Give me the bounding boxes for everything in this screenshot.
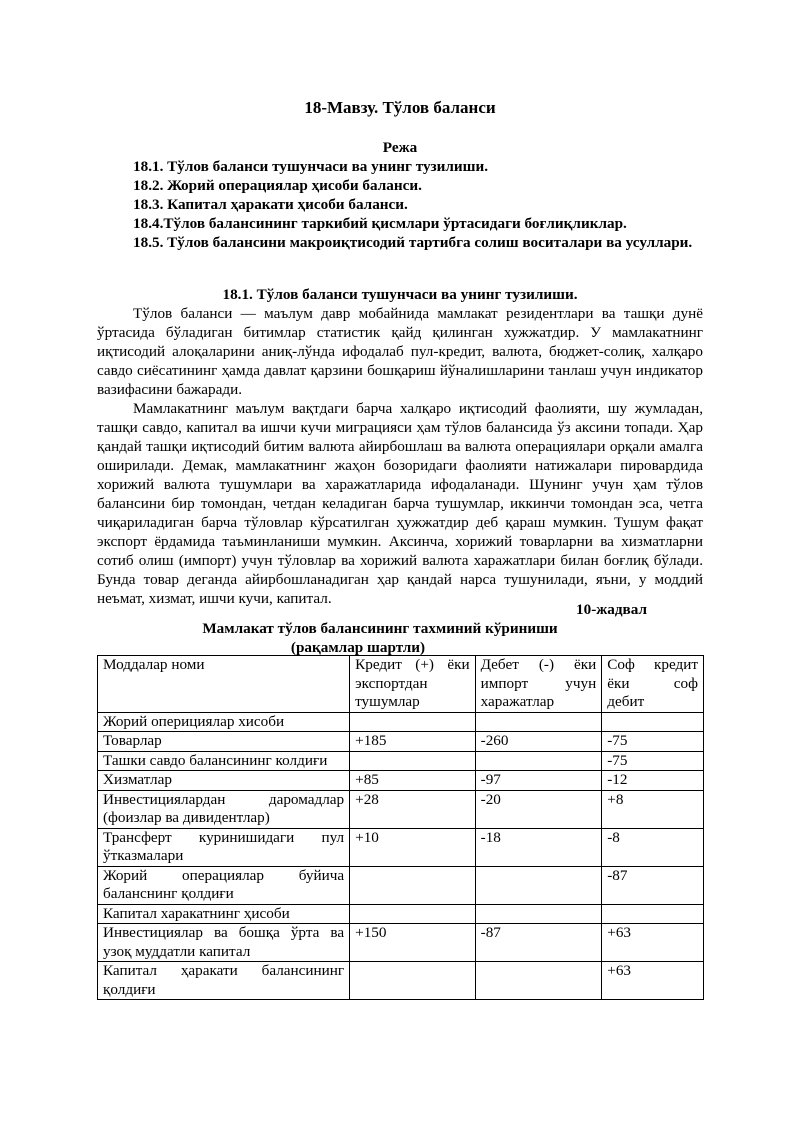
table-row <box>98 732 704 752</box>
table-cell: Капитал ҳаракати балансининг қолдиғи <box>98 962 350 1000</box>
table-cell: Хизматлар <box>98 771 350 791</box>
table-cell: -260 <box>475 732 602 752</box>
table-cell <box>475 712 602 732</box>
header-cell: Дебет (-) ёки импорт учун харажатлар <box>475 656 602 713</box>
table-number: 10-жадвал <box>576 601 647 618</box>
table-row <box>98 904 704 924</box>
table-row <box>98 751 704 771</box>
plan-item: 18.5. Тўлов балансини макроиқтисодий тартибга солиш воситалари ва усуллари. <box>133 234 693 251</box>
table-cell: Жорий операциялар буйича баланснинг қолдиғи <box>98 866 350 904</box>
table-cell: -75 <box>602 751 704 771</box>
table-cell <box>602 712 704 732</box>
table-cell: Трансферт куринишидаги пул ўтказмалари <box>98 828 350 866</box>
table-cell: -12 <box>602 771 704 791</box>
page-title: 18-Мавзу. Тўлов баланси <box>304 98 496 117</box>
table-cell: Жорий оперициялар хисоби <box>98 712 350 732</box>
table-cell: -18 <box>475 828 602 866</box>
table-cell <box>602 904 704 924</box>
table-cell <box>350 712 476 732</box>
plan-item: 18.3. Капитал ҳаракати ҳисоби баланси. <box>133 196 408 213</box>
table-cell: +185 <box>350 732 476 752</box>
header-cell: Соф кредит ёки соф дебит <box>602 656 704 713</box>
section-body <box>97 304 703 608</box>
table-cell <box>475 962 602 1000</box>
table-row <box>98 712 704 732</box>
table-cell: Ташки савдо балансининг колдиғи <box>98 751 350 771</box>
table-cell: +85 <box>350 771 476 791</box>
paragraph: Мамлакатнинг маълум вақтдаги барча халқаро иқтисодий фаолияти, шу жумладан, ташқи савдо, капитал ва ишчи кучи миграцияси ҳам тўлов балансида ўз аксини топади. Ҳар қандай ташқи иқтисодий битим валюта айирбошлаш ва валюта операциялари орқали амалга оширилади. Демак, мамлакатнинг жаҳон бозоридаги фаолияти натижалари пировардида хорижий валюта тушумлари ва харажатларида ифодаланади. Шунинг учун ҳам тўлов балансини бир томондан, четдан келадиган барча тушумлар, иккинчи томондан эса, четга чиқариладиган барча тўловлар кўрсатилган ҳужжатдир деб қараш мумкин. Тушум фақат экспорт ёрдамида таъминланиши мумкин. Аксинча, хорижий товарларни ва хизматларни сотиб олиш (импорт) учун тўловлар ва хорижий валюта харажатлари билан боғлиқ бўлади. Бунда товар деганда айирбошланадиган ҳар қандай нарса тушунилади, яъни, у моддий неъмат, хизмат, ишчи кучи, капитал. <box>97 400 703 607</box>
section-heading: 18.1. Тўлов баланси тушунчаси ва унинг тузилиши. <box>222 286 578 303</box>
plan-item: 18.1. Тўлов баланси тушунчаси ва унинг тузилиши. <box>133 158 489 175</box>
table-title: Мамлакат тўлов балансининг тахминий кўриниши <box>202 620 558 637</box>
table-cell: -8 <box>602 828 704 866</box>
table-cell <box>475 751 602 771</box>
table-cell <box>350 904 476 924</box>
table-row <box>98 924 704 962</box>
table-subtitle: (рақамлар шартли) <box>290 639 426 656</box>
table-cell: -87 <box>475 924 602 962</box>
table-cell <box>475 904 602 924</box>
table-cell: Инвестициялар ва бошқа ўрта ва узоқ муддатли капитал <box>98 924 350 962</box>
table-cell <box>350 866 476 904</box>
paragraph: Тўлов баланси — маълум давр мобайнида мамлакат резидентлари ва ташқи дунё ўртасида бўладиган битимлар статистик қайд қилинган хужжатдир. У мамлакатнинг иқтисодий алоқаларини аниқ-лўнда ифодалаб пул-кредит, валюта, бюджет-солиқ, халқаро савдо сиёсатининг ҳамда давлат қарзини бошқариш йўналишларини танлаш учун индикатор вазифасини бажаради. <box>97 305 703 398</box>
table-cell: Инвестициялардан даромадлар (фоизлар ва дивидентлар) <box>98 790 350 828</box>
table-cell: -20 <box>475 790 602 828</box>
table-cell: +63 <box>602 962 704 1000</box>
table-cell: Товарлар <box>98 732 350 752</box>
plan-item: 18.4.Тўлов балансининг таркибий қисмлари ўртасидаги боғлиқликлар. <box>133 215 627 232</box>
table-cell: +28 <box>350 790 476 828</box>
table-cell <box>350 751 476 771</box>
table-row <box>98 962 704 1000</box>
table-cell: +10 <box>350 828 476 866</box>
table-cell: +8 <box>602 790 704 828</box>
balance-table <box>97 655 704 1000</box>
table-row <box>98 771 704 791</box>
table-cell <box>350 962 476 1000</box>
table-row <box>98 828 704 866</box>
table-cell: Капитал харакатнинг ҳисоби <box>98 904 350 924</box>
header-cell: Моддалар номи <box>98 656 350 713</box>
table-cell: -87 <box>602 866 704 904</box>
table-cell: +63 <box>602 924 704 962</box>
plan-item: 18.2. Жорий операциялар ҳисоби баланси. <box>133 177 422 194</box>
header-cell: Кредит (+) ёки экспортдан тушумлар <box>350 656 476 713</box>
table-cell: -75 <box>602 732 704 752</box>
plan-list <box>97 157 703 252</box>
table-row <box>98 866 704 904</box>
table-row <box>98 790 704 828</box>
plan-heading: Режа <box>382 139 418 156</box>
table-cell <box>475 866 602 904</box>
table-header-row <box>98 656 704 713</box>
table-cell: +150 <box>350 924 476 962</box>
table-cell: -97 <box>475 771 602 791</box>
